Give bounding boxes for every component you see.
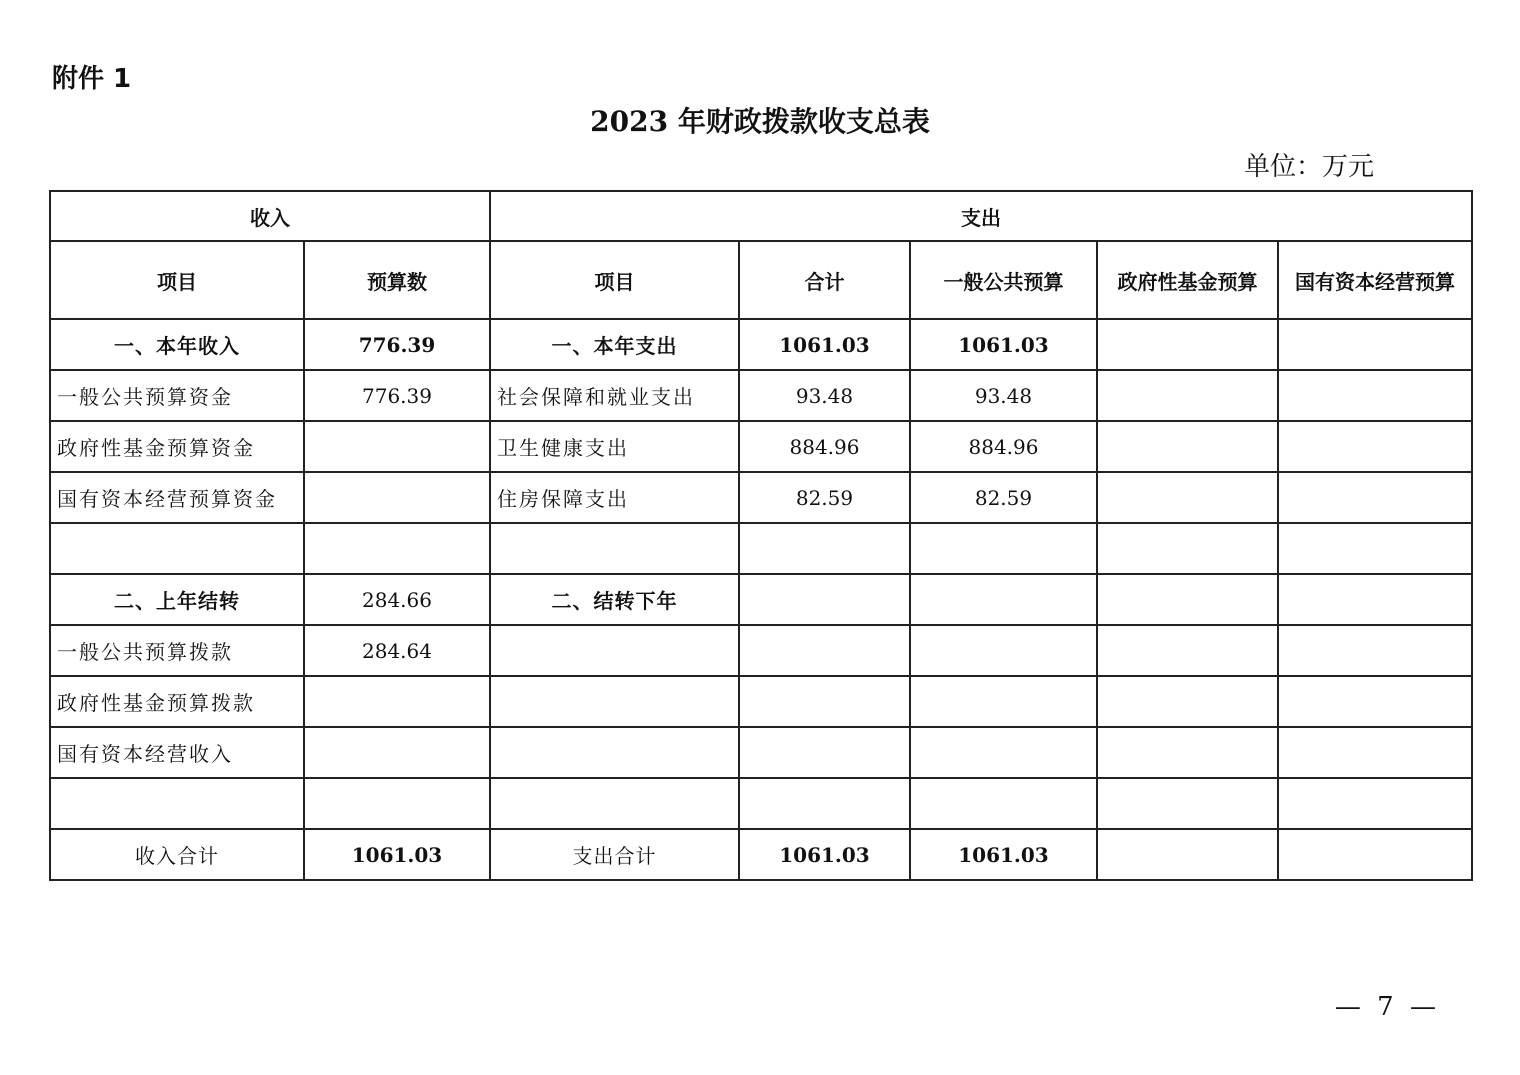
table-cell — [739, 727, 910, 778]
unit-label: 单位：万元 — [1243, 152, 1374, 182]
table-cell — [304, 421, 490, 472]
attachment-label: 附件 1 — [52, 64, 132, 94]
table-cell — [739, 625, 910, 676]
state-capital-total-value — [1278, 829, 1472, 880]
table-cell — [739, 523, 910, 574]
table-cell: 1061.03 — [739, 319, 910, 370]
table-cell — [304, 472, 490, 523]
table-cell — [304, 676, 490, 727]
table-cell: 284.64 — [304, 625, 490, 676]
table-cell: 一、本年收入 — [50, 319, 304, 370]
table-cell — [910, 676, 1097, 727]
table-cell: 社会保障和就业支出 — [490, 370, 739, 421]
col-government-fund-budget: 政府性基金预算 — [1097, 241, 1278, 319]
table-cell — [1097, 727, 1278, 778]
table-cell: 884.96 — [910, 421, 1097, 472]
table-row — [50, 370, 1472, 421]
table-cell: 二、结转下年 — [490, 574, 739, 625]
table-cell — [1278, 625, 1472, 676]
header-row-main — [50, 191, 1472, 241]
table-cell: 政府性基金预算资金 — [50, 421, 304, 472]
table-cell — [739, 778, 910, 829]
table-cell — [910, 574, 1097, 625]
table-cell — [1097, 574, 1278, 625]
income-header: 收入 — [50, 191, 490, 241]
table-row — [50, 625, 1472, 676]
table-cell: 国有资本经营预算资金 — [50, 472, 304, 523]
col-expense-total: 合计 — [739, 241, 910, 319]
col-income-budget: 预算数 — [304, 241, 490, 319]
table-cell: 776.39 — [304, 319, 490, 370]
table-cell — [1097, 523, 1278, 574]
table-cell: 82.59 — [739, 472, 910, 523]
table-cell — [910, 523, 1097, 574]
table-cell — [50, 778, 304, 829]
table-cell — [1097, 778, 1278, 829]
col-income-item: 项目 — [50, 241, 304, 319]
table-cell — [1097, 421, 1278, 472]
table-cell — [304, 523, 490, 574]
table-cell: 82.59 — [910, 472, 1097, 523]
table-cell — [50, 523, 304, 574]
table-cell — [490, 625, 739, 676]
table-row — [50, 676, 1472, 727]
table-cell — [304, 727, 490, 778]
table-cell: 93.48 — [739, 370, 910, 421]
table-cell: 国有资本经营收入 — [50, 727, 304, 778]
table-cell — [304, 778, 490, 829]
table-cell: 776.39 — [304, 370, 490, 421]
col-general-public-budget: 一般公共预算 — [910, 241, 1097, 319]
table-row — [50, 421, 1472, 472]
table-cell — [1278, 421, 1472, 472]
table-cell: 一、本年支出 — [490, 319, 739, 370]
income-total-value: 1061.03 — [304, 829, 490, 880]
table-cell: 884.96 — [739, 421, 910, 472]
general-public-total-value: 1061.03 — [910, 829, 1097, 880]
budget-table — [49, 190, 1473, 881]
table-cell — [1278, 676, 1472, 727]
table-row — [50, 319, 1472, 370]
table-cell — [910, 778, 1097, 829]
table-cell — [1097, 472, 1278, 523]
table-cell: 卫生健康支出 — [490, 421, 739, 472]
table-cell: 二、上年结转 — [50, 574, 304, 625]
table-row — [50, 727, 1472, 778]
table-cell: 93.48 — [910, 370, 1097, 421]
expense-header: 支出 — [490, 191, 1472, 241]
table-cell — [1278, 370, 1472, 421]
table-cell: 一般公共预算资金 — [50, 370, 304, 421]
table-cell — [490, 778, 739, 829]
table-cell — [1278, 472, 1472, 523]
table-cell: 一般公共预算拨款 — [50, 625, 304, 676]
table-row — [50, 778, 1472, 829]
table-cell — [739, 574, 910, 625]
col-state-capital-budget: 国有资本经营预算 — [1278, 241, 1472, 319]
table-cell — [1097, 625, 1278, 676]
table-cell: 284.66 — [304, 574, 490, 625]
income-total-label: 收入合计 — [50, 829, 304, 880]
table-cell — [490, 676, 739, 727]
document-title: 2023 年财政拨款收支总表 — [590, 105, 930, 138]
table-cell — [1278, 523, 1472, 574]
table-cell — [1278, 778, 1472, 829]
expense-total-value: 1061.03 — [739, 829, 910, 880]
table-cell — [1278, 319, 1472, 370]
table-cell — [1097, 319, 1278, 370]
col-expense-item: 项目 — [490, 241, 739, 319]
table-cell: 住房保障支出 — [490, 472, 739, 523]
table-row-total — [50, 829, 1472, 880]
table-cell — [490, 523, 739, 574]
table-row — [50, 574, 1472, 625]
header-row-columns — [50, 241, 1472, 319]
table-row — [50, 472, 1472, 523]
table-cell: 政府性基金预算拨款 — [50, 676, 304, 727]
page-number: — 7 — — [1334, 992, 1440, 1022]
table-cell — [739, 676, 910, 727]
table-row — [50, 523, 1472, 574]
table-cell — [910, 727, 1097, 778]
table-cell — [1097, 370, 1278, 421]
table-cell — [490, 727, 739, 778]
table-cell — [1278, 727, 1472, 778]
table-cell — [1097, 676, 1278, 727]
table-cell — [1278, 574, 1472, 625]
expense-total-label: 支出合计 — [490, 829, 739, 880]
table-cell: 1061.03 — [910, 319, 1097, 370]
government-fund-total-value — [1097, 829, 1278, 880]
table-cell — [910, 625, 1097, 676]
